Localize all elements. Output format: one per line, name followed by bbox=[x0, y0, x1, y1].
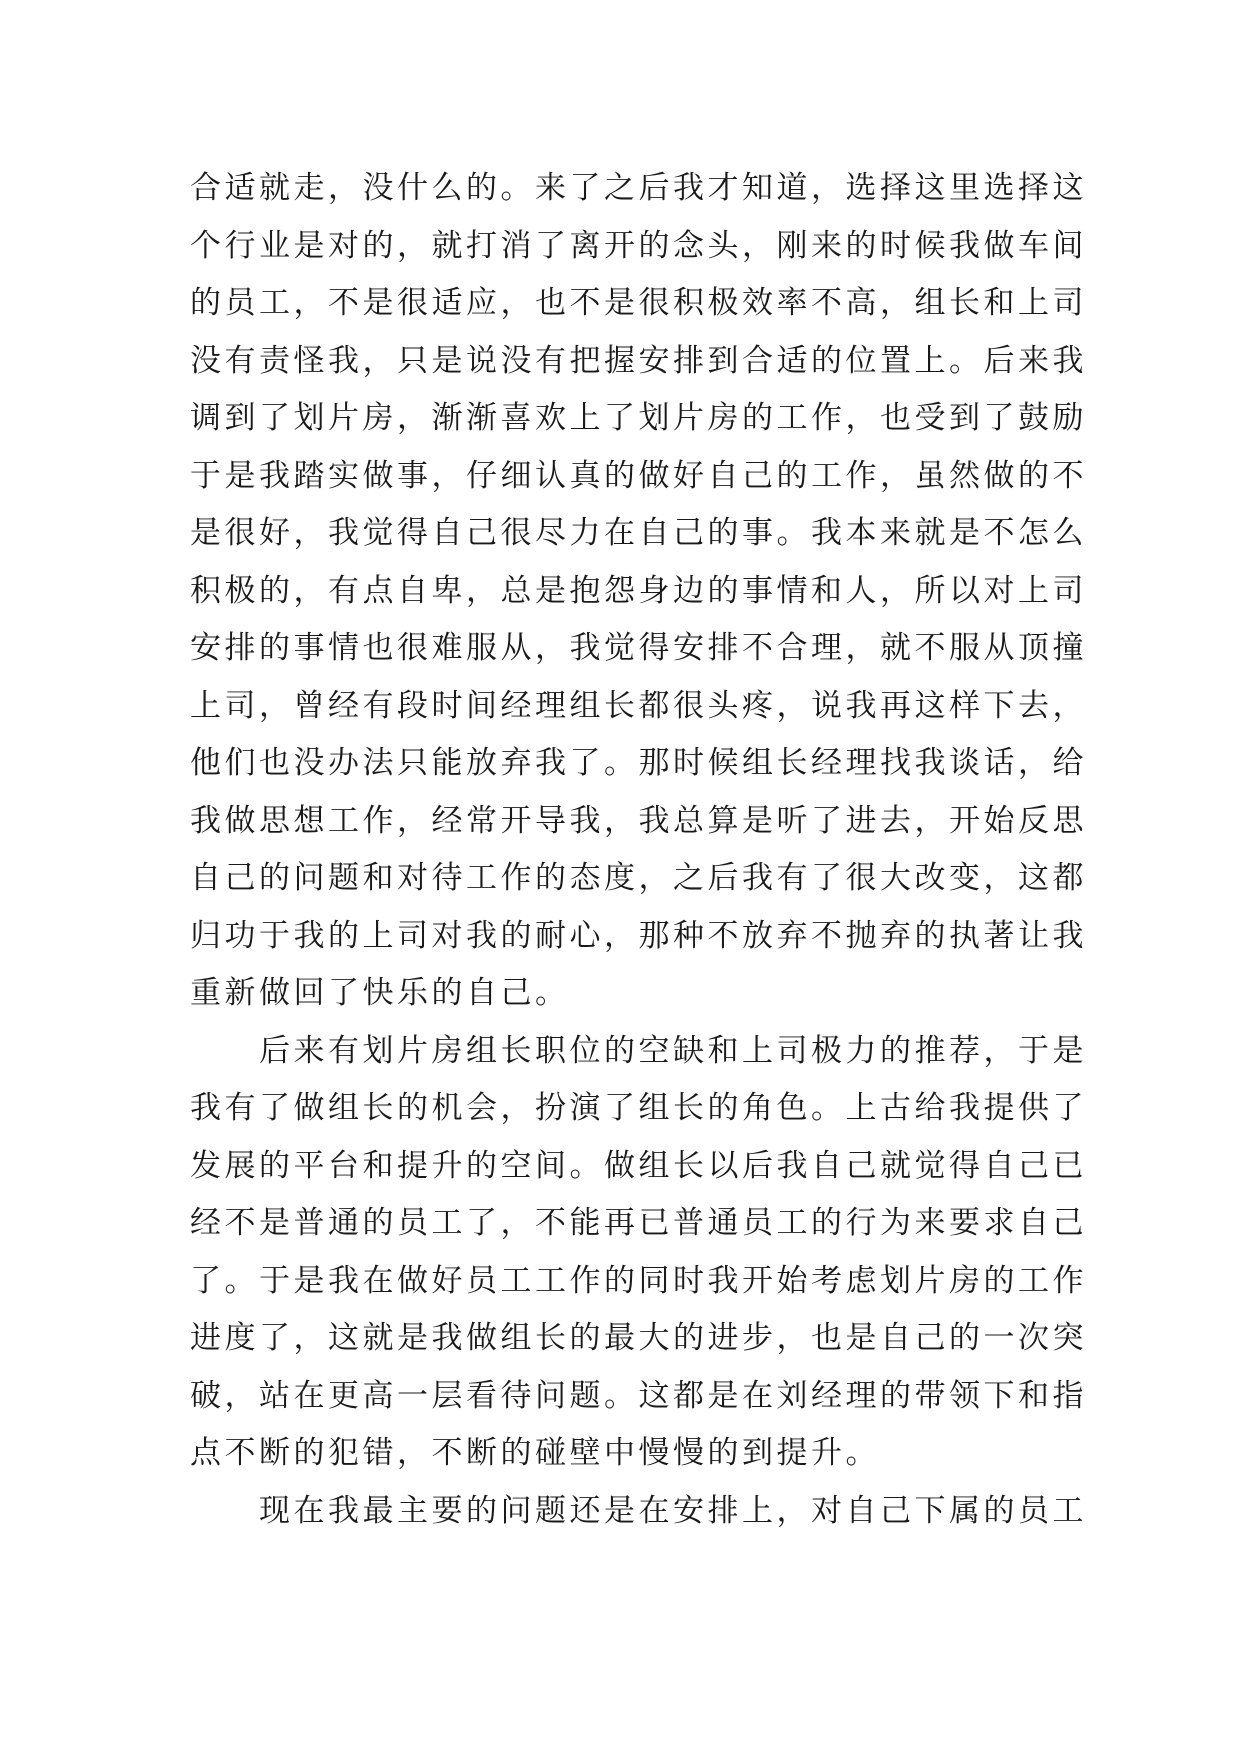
text-line: 他们也没办法只能放弃我了。那时候组长经理找我谈话，给 bbox=[190, 745, 1087, 781]
text-line: 上司，曾经有段时间经理组长都很头疼，说我再这样下去， bbox=[190, 687, 1087, 724]
text-line: 了。于是我在做好员工工作的同时我开始考虑划片房的工作 bbox=[190, 1262, 1087, 1299]
text-line: 重新做回了快乐的自己。 bbox=[190, 975, 570, 1011]
text-line: 调到了划片房，渐渐喜欢上了划片房的工作，也受到了鼓励 bbox=[190, 400, 1087, 436]
body-text bbox=[190, 160, 1087, 1540]
text-line: 后来有划片房组长职位的空缺和上司极力的推荐，于是 bbox=[190, 1032, 1087, 1069]
text-line: 现在我最主要的问题还是在安排上，对自己下属的员工 bbox=[190, 1492, 1087, 1529]
text-line: 安排的事情也很难服从，我觉得安排不合理，就不服从顶撞 bbox=[190, 630, 1087, 666]
text-line: 发展的平台和提升的空间。做组长以后我自己就觉得自己已 bbox=[190, 1147, 1087, 1184]
text-line: 的员工，不是很适应，也不是很积极效率不高，组长和上司 bbox=[190, 285, 1087, 321]
text-line: 是很好，我觉得自己很尽力在自己的事。我本来就是不怎么 bbox=[190, 515, 1087, 551]
text-line: 个行业是对的，就打消了离开的念头，刚来的时候我做车间 bbox=[190, 227, 1087, 264]
text-line: 归功于我的上司对我的耐心，那种不放弃不抛弃的执著让我 bbox=[190, 917, 1087, 954]
text-line: 合适就走，没什么的。来了之后我才知道，选择这里选择这 bbox=[190, 170, 1087, 206]
text-line: 我有了做组长的机会，扮演了组长的角色。上古给我提供了 bbox=[190, 1090, 1087, 1126]
text-line: 破，站在更高一层看待问题。这都是在刘经理的带领下和指 bbox=[190, 1377, 1087, 1414]
text-line: 于是我踏实做事，仔细认真的做好自己的工作，虽然做的不 bbox=[190, 457, 1087, 494]
text-line: 经不是普通的员工了，不能再已普通员工的行为来要求自己 bbox=[190, 1205, 1087, 1241]
text-line: 自己的问题和对待工作的态度，之后我有了很大改变，这都 bbox=[190, 860, 1087, 896]
text-line: 积极的，有点自卑，总是抱怨身边的事情和人，所以对上司 bbox=[190, 572, 1087, 609]
text-line: 没有责怪我，只是说没有把握安排到合适的位置上。后来我 bbox=[190, 342, 1087, 379]
text-line: 进度了，这就是我做组长的最大的进步，也是自己的一次突 bbox=[190, 1320, 1087, 1356]
text-line: 我做思想工作，经常开导我，我总算是听了进去，开始反思 bbox=[190, 802, 1087, 839]
text-line: 点不断的犯错，不断的碰壁中慢慢的到提升。 bbox=[190, 1435, 880, 1471]
